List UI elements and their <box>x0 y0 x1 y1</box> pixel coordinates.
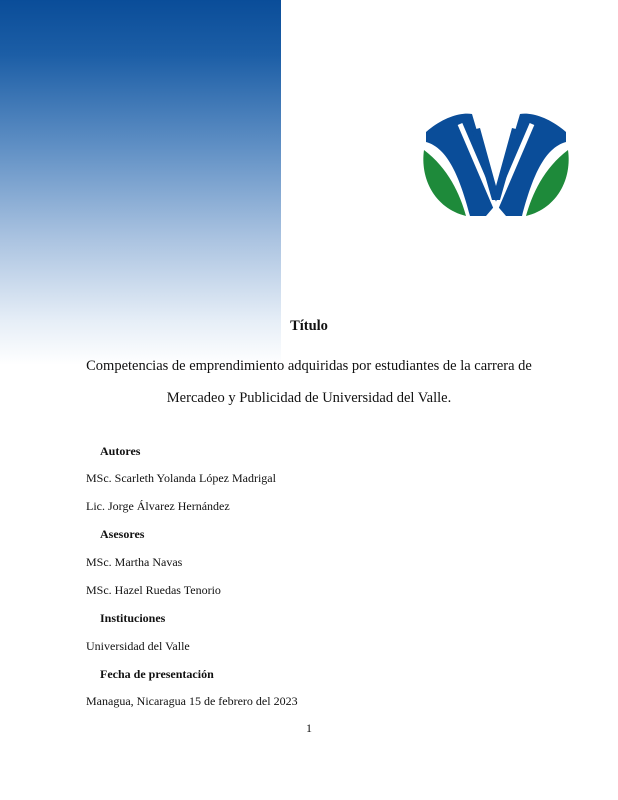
presentation-date: Managua, Nicaragua 15 de febrero del 2023 <box>86 694 298 708</box>
date-heading: Fecha de presentación <box>100 667 214 681</box>
page-number: 1 <box>306 721 312 735</box>
header-gradient-band <box>0 0 281 365</box>
author-1: MSc. Scarleth Yolanda López Madrigal <box>86 471 276 485</box>
document-title-line-2: Mercadeo y Publicidad de Universidad del Valle. <box>166 390 452 406</box>
advisor-1: MSc. Martha Navas <box>86 555 183 569</box>
authors-heading: Autores <box>100 444 141 458</box>
document-title-label: Título <box>290 318 328 334</box>
advisor-2: MSc. Hazel Ruedas Tenorio <box>86 583 221 597</box>
institution-1: Universidad del Valle <box>86 639 190 653</box>
author-2: Lic. Jorge Álvarez Hernández <box>86 499 230 513</box>
institutions-heading: Instituciones <box>100 611 166 625</box>
document-title-line-1: Competencias de emprendimiento adquiridas por estudiantes de la carrera de <box>86 358 532 374</box>
university-logo-icon <box>420 108 572 218</box>
advisors-heading: Asesores <box>100 527 145 541</box>
